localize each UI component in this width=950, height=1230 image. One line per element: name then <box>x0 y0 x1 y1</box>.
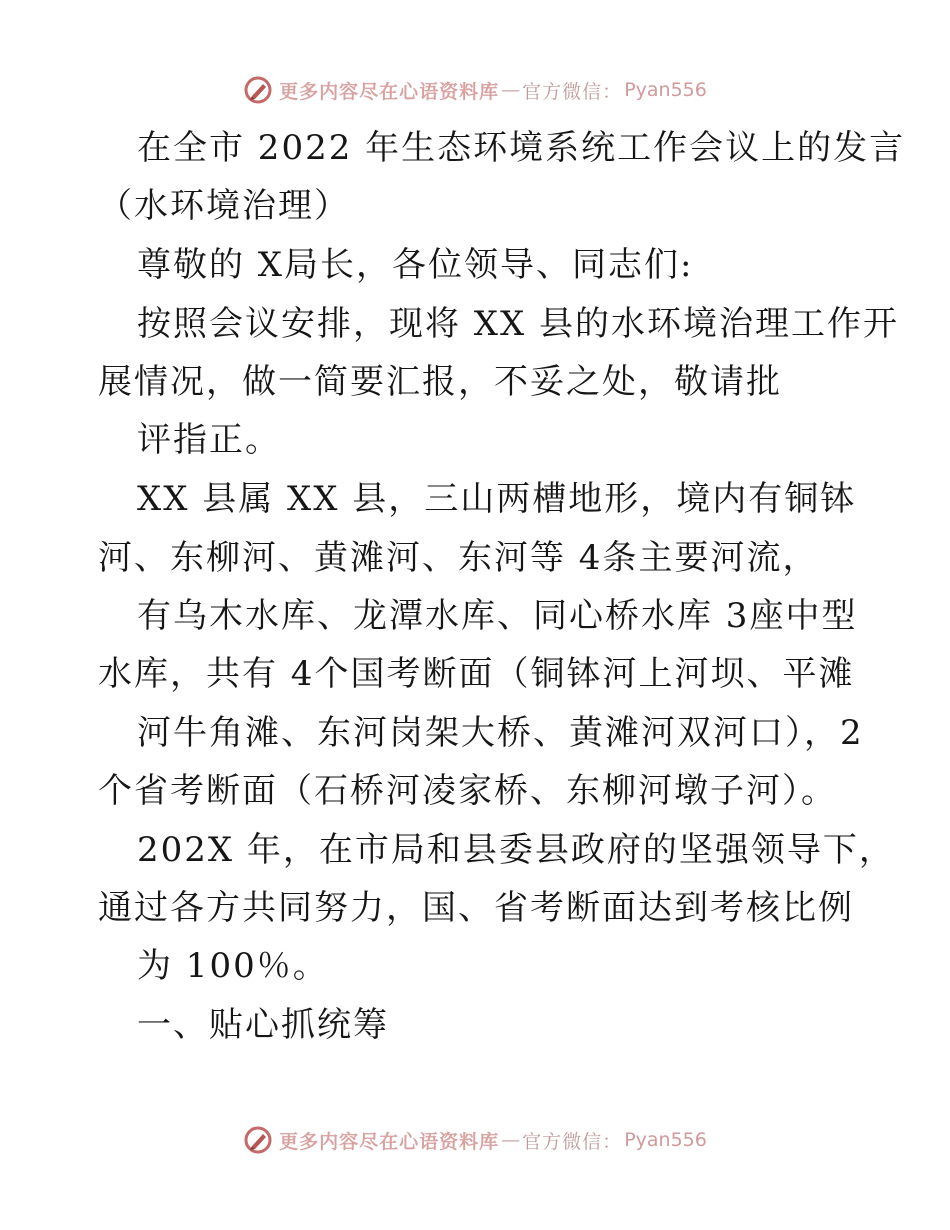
watermark-sub-text: 官方微信： <box>522 80 623 103</box>
paragraph-3-line-2: 通过各方共同努力，国、省考断面达到考核比例 <box>98 888 854 928</box>
watermark-main-text: 更多内容尽在心语资料库 <box>279 1130 500 1153</box>
watermark-sub-text: 官方微信： <box>522 1130 623 1153</box>
header-watermark <box>0 70 950 110</box>
paragraph-2-line-1: XX 县属 XX 县，三山两槽地形，境内有铜钵 <box>137 479 857 519</box>
paragraph-1-line-2: 展情况，做一简要汇报，不妥之处，敬请批 <box>98 362 782 402</box>
pen-nib-circle-icon <box>243 1125 273 1155</box>
paragraph-2-line-6: 个省考断面（石桥河凌家桥、东柳河墩子河）。 <box>98 771 837 811</box>
paragraph-3-line-3: 为 100％。 <box>137 946 329 986</box>
pen-nib-circle-icon <box>243 75 273 105</box>
paragraph-1-line-3: 评指正。 <box>137 420 281 460</box>
watermark-handle: Pyan556 <box>624 1129 707 1151</box>
paragraph-2-line-5: 河牛角滩、东河岗架大桥、黄滩河双河口），2 <box>137 713 864 753</box>
paragraph-3-line-1: 202X 年，在市局和县委县政府的坚强领导下， <box>137 830 895 870</box>
document-title-line-2: （水环境治理） <box>98 186 350 226</box>
watermark-main-text: 更多内容尽在心语资料库 <box>279 80 500 103</box>
footer-watermark <box>0 1120 950 1160</box>
watermark-dash: — <box>501 1129 521 1151</box>
document-title-line-1: 在全市 2022 年生态环境系统工作会议上的发言 <box>137 128 906 168</box>
paragraph-1-line-1: 按照会议安排，现将 XX 县的水环境治理工作开 <box>137 304 900 344</box>
paragraph-2-line-4: 水库，共有 4个国考断面（铜钵河上河坝、平滩 <box>98 654 855 694</box>
watermark-handle: Pyan556 <box>624 79 707 101</box>
section-heading-1: 一、贴心抓统筹 <box>137 1005 389 1045</box>
paragraph-2-line-2: 河、东柳河、黄滩河、东河等 4条主要河流， <box>98 538 819 578</box>
paragraph-2-line-3: 有乌木水库、龙潭水库、同心桥水库 3座中型 <box>137 596 858 636</box>
greeting-line: 尊敬的 X局长，各位领导、同志们: <box>137 245 694 285</box>
watermark-dash: — <box>501 79 521 101</box>
